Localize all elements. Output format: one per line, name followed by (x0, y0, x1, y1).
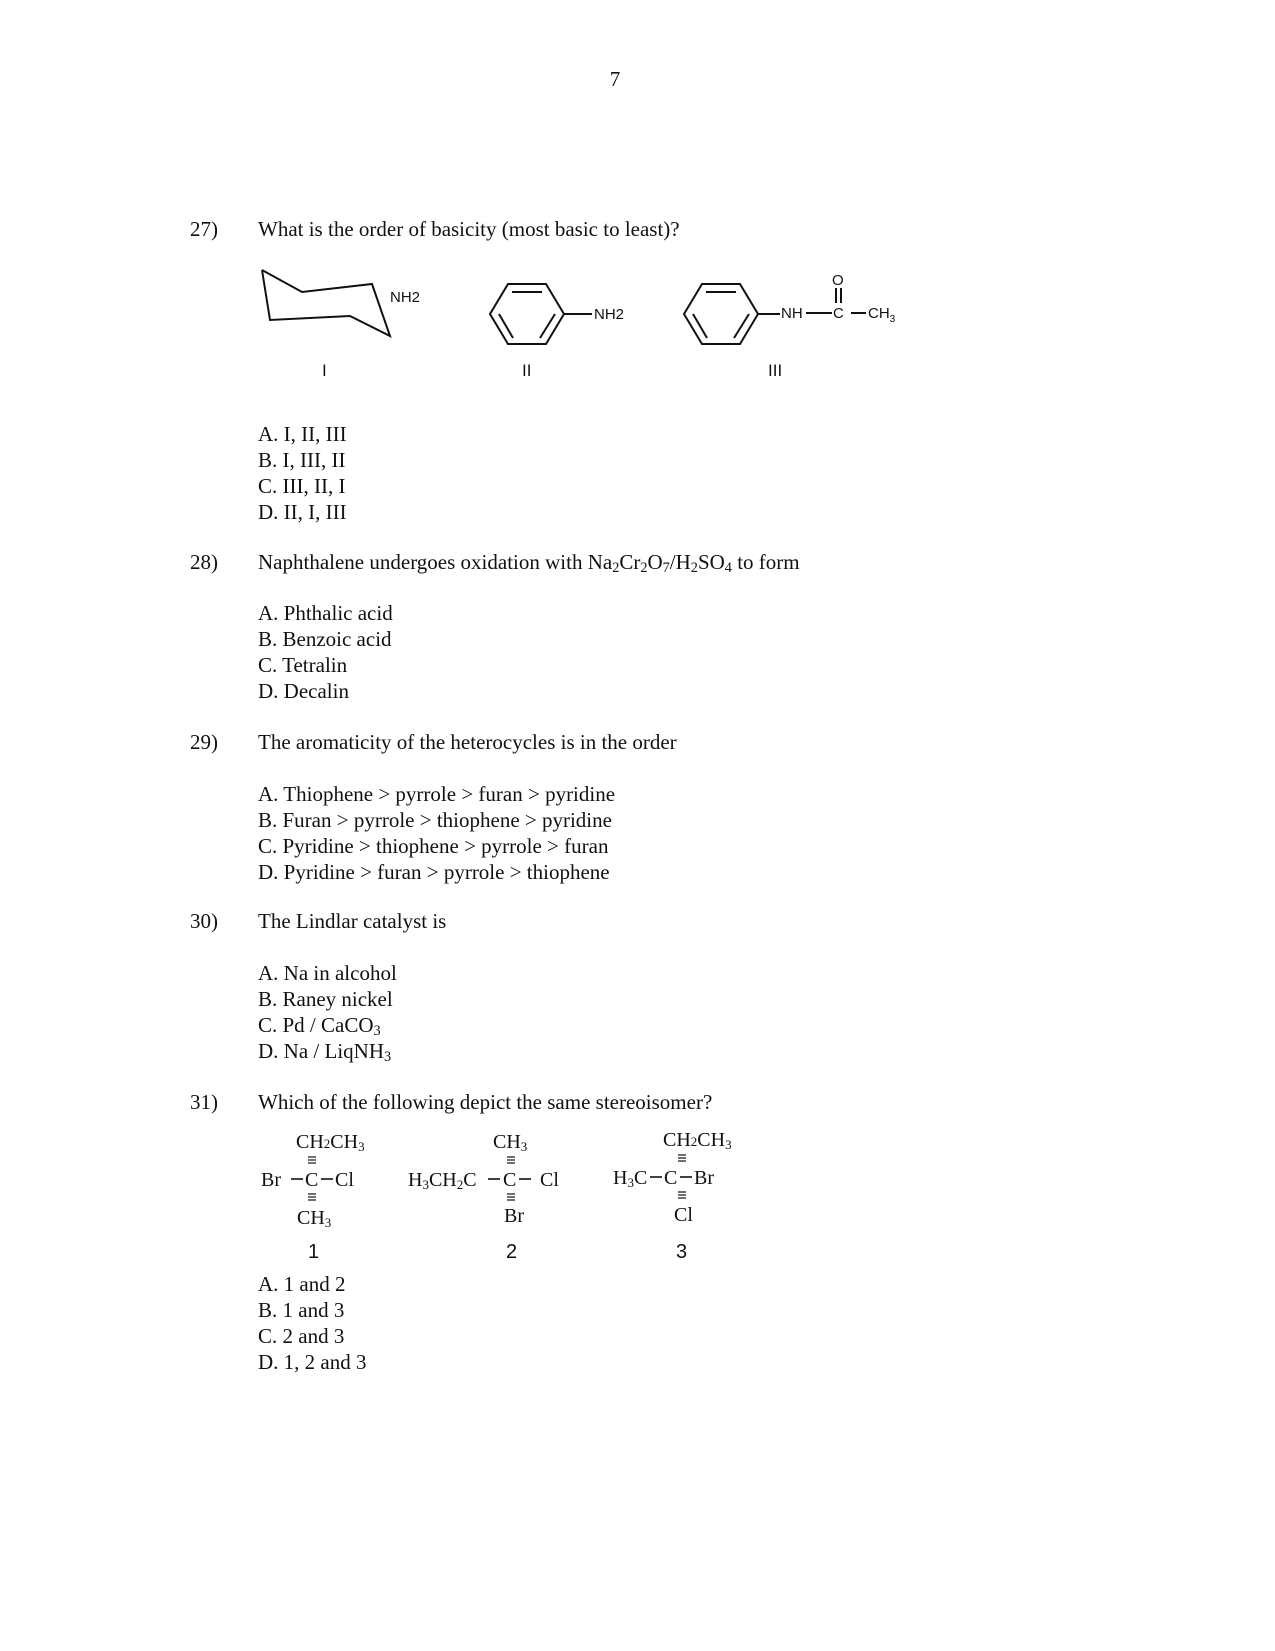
q30-options (258, 960, 397, 1064)
fischer-3 (613, 1129, 732, 1226)
structure-3-o: O (832, 272, 844, 289)
q27-stem: What is the order of basicity (most basic to least)? (258, 217, 680, 241)
structure-3-label: III (768, 361, 783, 380)
q27-options (258, 421, 347, 525)
q27-number: 27) (190, 217, 218, 241)
q29-option-c[interactable]: C. Pyridine > thiophene > pyrrole > furan (258, 834, 609, 858)
fischer-1-label: 1 (308, 1241, 320, 1263)
q28-option-c[interactable]: C. Tetralin (258, 653, 348, 677)
svg-text:Br: Br (694, 1167, 714, 1189)
fischer-3-label: 3 (676, 1241, 688, 1263)
fischer-2-label: 2 (506, 1241, 518, 1263)
q28-number: 28) (190, 550, 218, 574)
svg-text:Br: Br (504, 1205, 524, 1227)
structure-3-nh: NH (781, 305, 803, 322)
q30-stem: The Lindlar catalyst is (258, 909, 447, 933)
q28-option-b[interactable]: B. Benzoic acid (258, 627, 392, 651)
structure-aniline (490, 284, 592, 344)
q31-option-c[interactable]: C. 2 and 3 (258, 1324, 345, 1348)
fischer-2 (408, 1131, 559, 1227)
q28-stem: Naphthalene undergoes oxidation with $Na_2Cr_2O_7/H_2SO_4$ to form (258, 550, 800, 577)
q27-option-c[interactable]: C. III, II, I (258, 474, 346, 498)
q31-stem: Which of the following depict the same stereoisomer? (258, 1090, 713, 1114)
structure-2-group: NH2 (594, 306, 625, 323)
svg-text:Cl: Cl (540, 1169, 559, 1191)
q29-option-d[interactable]: D. Pyridine > furan > pyrrole > thiophene (258, 860, 610, 884)
structure-3-ch3: $CH_3$ (868, 305, 896, 325)
q27-option-b[interactable]: B. I, III, II (258, 448, 346, 472)
svg-text:CH3: CH3 (297, 1207, 332, 1230)
svg-text:Br: Br (261, 1169, 281, 1191)
structure-1-group: NH2 (390, 289, 421, 306)
svg-text:CH2CH3: CH2CH3 (296, 1131, 365, 1154)
page-number: 7 (609, 67, 621, 91)
svg-text:CH2CH3: CH2CH3 (663, 1129, 732, 1152)
svg-text:C: C (503, 1169, 517, 1191)
q31-number: 31) (190, 1090, 218, 1114)
q29-option-b[interactable]: B. Furan > pyrrole > thiophene > pyridine (258, 808, 612, 832)
q28-option-d[interactable]: D. Decalin (258, 679, 349, 703)
q31-option-d[interactable]: D. 1, 2 and 3 (258, 1350, 367, 1374)
q29-option-a[interactable]: A. Thiophene > pyrrole > furan > pyridine (258, 782, 616, 806)
svg-text:H3C: H3C (613, 1167, 648, 1190)
q27-structures (240, 258, 940, 398)
q30-option-d[interactable]: D. Na / LiqNH$_3$ (258, 1039, 392, 1066)
q30-option-a[interactable]: A. Na in alcohol (258, 961, 397, 985)
svg-text:C: C (664, 1167, 678, 1189)
structure-2-label: II (522, 361, 532, 380)
q28-options (258, 600, 393, 704)
structure-1-label: I (322, 361, 327, 380)
svg-text:CH3: CH3 (493, 1131, 528, 1154)
q29-options (258, 781, 615, 885)
q31-option-a[interactable]: A. 1 and 2 (258, 1272, 346, 1296)
svg-text:Cl: Cl (335, 1169, 354, 1191)
q31-option-b[interactable]: B. 1 and 3 (258, 1298, 345, 1322)
structure-3-c: C (833, 305, 844, 322)
q30-option-b[interactable]: B. Raney nickel (258, 987, 393, 1011)
q30-number: 30) (190, 909, 218, 933)
q30-option-c[interactable]: C. Pd / CaCO$_3$ (258, 1013, 381, 1040)
structure-cyclohexylamine (262, 270, 390, 336)
q27-option-d[interactable]: D. II, I, III (258, 500, 347, 524)
q29-number: 29) (190, 730, 218, 754)
q27-option-a[interactable]: A. I, II, III (258, 422, 347, 446)
q31-fischer-projections (258, 1120, 768, 1270)
q28-option-a[interactable]: A. Phthalic acid (258, 601, 393, 625)
fischer-1 (261, 1131, 365, 1230)
svg-text:C: C (305, 1169, 319, 1191)
svg-text:H3CH2C: H3CH2C (408, 1169, 477, 1192)
svg-text:Cl: Cl (674, 1204, 693, 1226)
q31-options (258, 1271, 367, 1375)
q29-stem: The aromaticity of the heterocycles is in the order (258, 730, 677, 754)
